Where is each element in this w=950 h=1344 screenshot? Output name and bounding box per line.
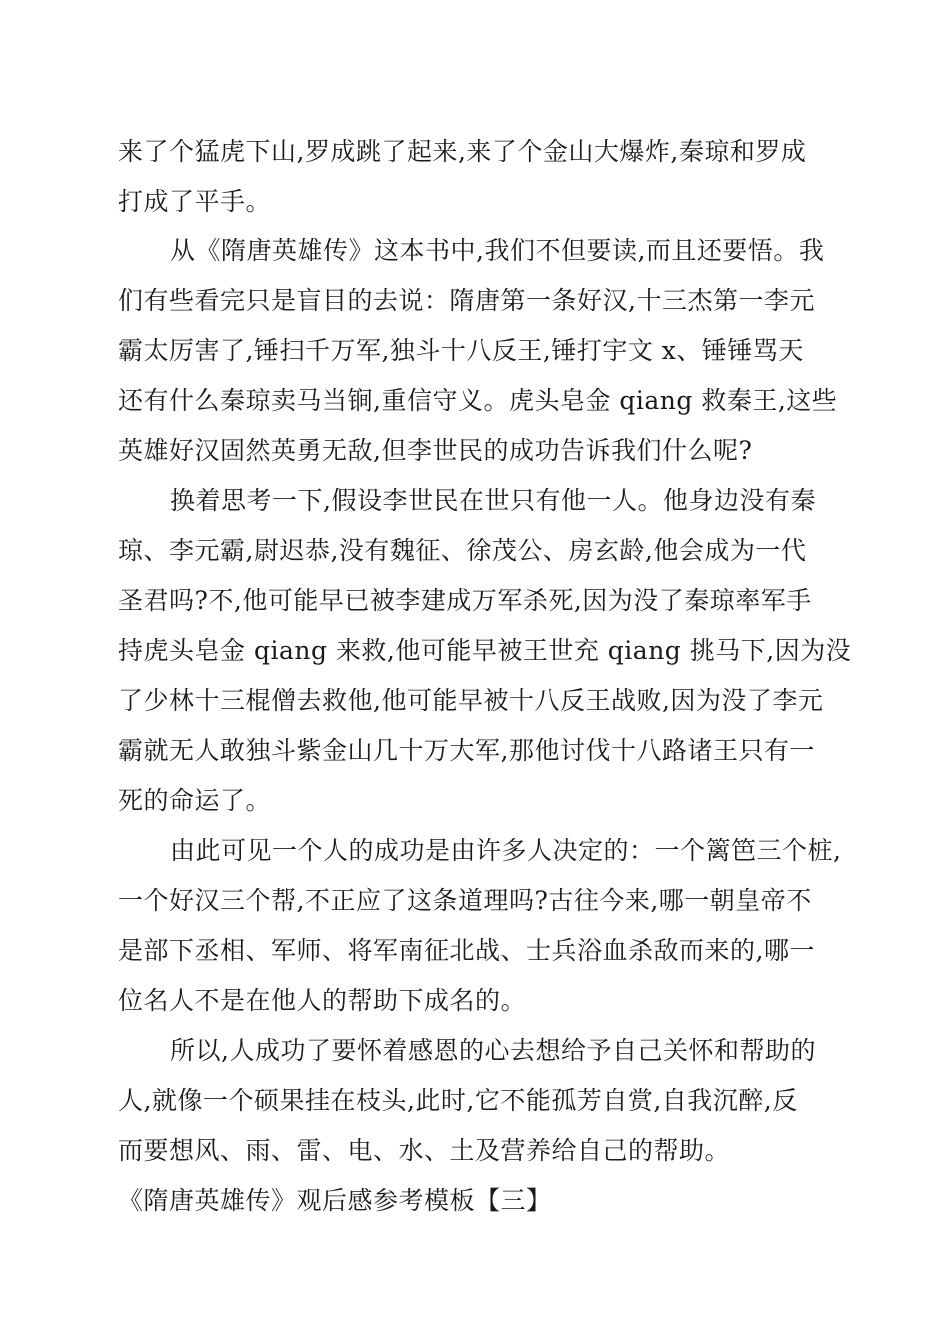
text-line: 死的命运了。 (118, 786, 272, 815)
paragraph-start-line: 换着思考一下,假设李世民在世只有他一人。他身边没有秦 (170, 486, 816, 515)
text-line: 们有些看完只是盲目的去说：隋唐第一条好汉,十三杰第一李元 (118, 286, 815, 315)
text-line: 霸就无人敢独斗紫金山几十万大军,那他讨伐十八路诸王只有一 (118, 736, 815, 765)
paragraph-start-line: 从《隋唐英雄传》这本书中,我们不但要读,而且还要悟。我 (170, 236, 825, 265)
text-line: 持虎头皂金 qiang 来救,他可能早被王世充 qiang 挑马下,因为没 (118, 636, 852, 665)
text-line: 打成了平手。 (118, 187, 272, 216)
text-line: 是部下丞相、军师、将军南征北战、士兵浴血杀敌而来的,哪一 (118, 936, 815, 965)
text-line: 英雄好汉固然英勇无敌,但李世民的成功告诉我们什么呢? (118, 436, 753, 465)
section-heading: 《隋唐英雄传》观后感参考模板【三】 (118, 1186, 552, 1215)
paragraph-start-line: 由此可见一个人的成功是由许多人决定的：一个篱笆三个桩, (170, 836, 842, 865)
text-line: 位名人不是在他人的帮助下成名的。 (118, 986, 527, 1015)
text-line: 圣君吗?不,他可能早已被李建成万军杀死,因为没了秦琼率军手 (118, 586, 812, 615)
text-line: 而要想风、雨、雷、电、水、土及营养给自己的帮助。 (118, 1136, 731, 1165)
text-line: 来了个猛虎下山,罗成跳了起来,来了个金山大爆炸,秦琼和罗成 (118, 137, 807, 166)
text-line: 一个好汉三个帮,不正应了这条道理吗?古往今来,哪一朝皇帝不 (118, 886, 812, 915)
text-line: 了少林十三棍僧去救他,他可能早被十八反王战败,因为没了李元 (118, 686, 824, 715)
text-line: 琼、李元霸,尉迟恭,没有魏征、徐茂公、房玄龄,他会成为一代 (118, 536, 807, 565)
text-line: 霸太厉害了,锤扫千万军,独斗十八反王,锤打宇文 x、锤锤骂天 (118, 336, 804, 365)
text-line: 还有什么秦琼卖马当锏,重信守义。虎头皂金 qiang 救秦王,这些 (118, 386, 838, 415)
text-line: 人,就像一个硕果挂在枝头,此时,它不能孤芳自赏,自我沉醉,反 (118, 1086, 798, 1115)
paragraph-start-line: 所以,人成功了要怀着感恩的心去想给予自己关怀和帮助的 (170, 1036, 816, 1065)
